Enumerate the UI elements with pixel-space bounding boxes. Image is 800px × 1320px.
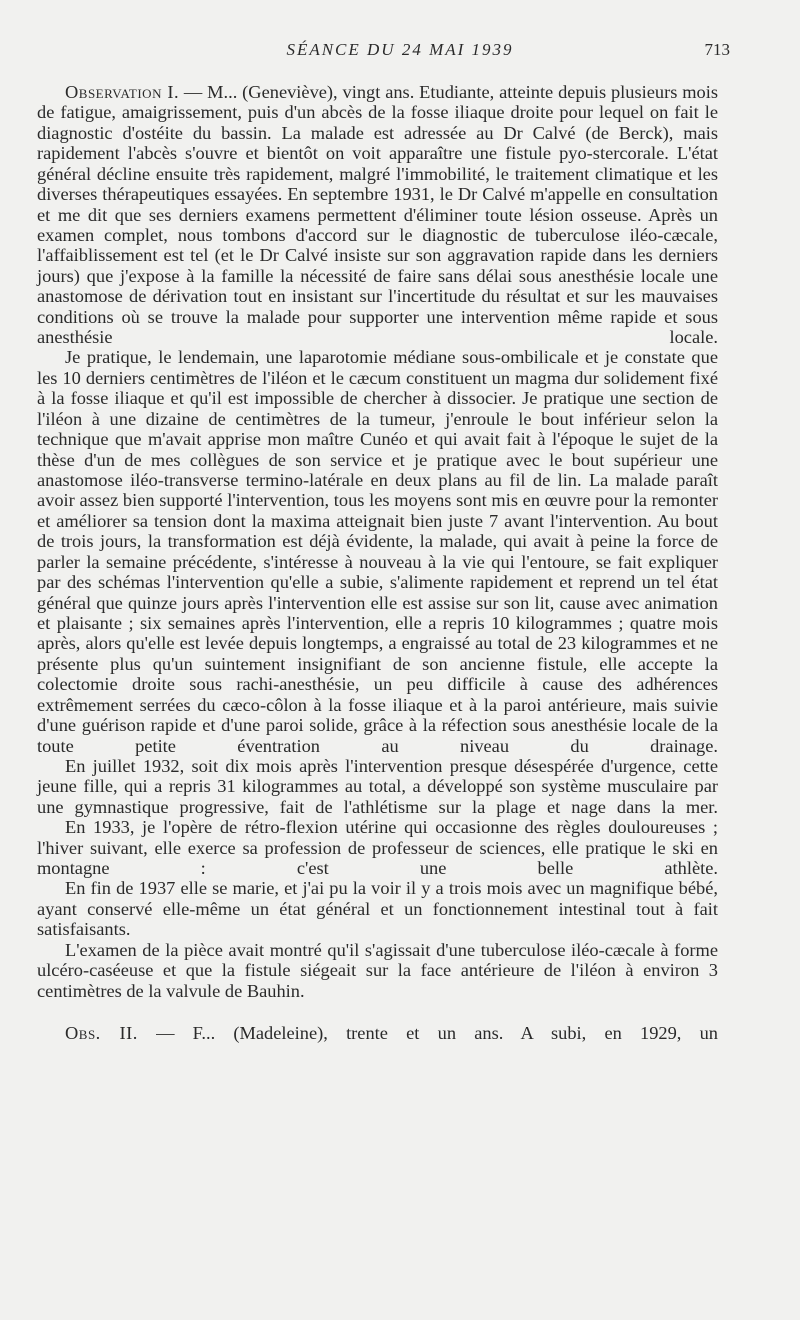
running-head: [0, 40, 800, 64]
observation-1-text-1: — M... (Geneviève), vingt ans. Etudiante, atteinte depuis plusieurs mois de fatigue, amaigrissement, puis d'un abcès de la fosse iliaque droite pour lequel on fait le diagnostic d'ostéite du bassin. La malade est adressée au Dr Calvé (de Berck), mais rapidement l'abcès s'ouvre et bientôt on voit apparaître une fistule pyo-stercorale. L'état général décline ensuite très rapidement, malgré l'immobilité, le traitement climatique et les diverses thérapeutiques essayées. En septembre 1931, le Dr Calvé m'appelle en consultation et me dit que ses derniers examens permettent d'éliminer toute lésion osseuse. Après un examen complet, nous tombons d'accord sur le diagnostic de tuberculose iléo-cæcale, l'affaiblissement est tel (et le Dr Calvé insiste sur son aggravation rapide dans les derniers jours) que j'expose à la famille la nécessité de faire sans délai sous anesthésie locale une anastomose de dérivation tout en insistant sur l'incertitude du résultat et sur les mauvaises conditions où se trouve la malade pour supporter une intervention même rapide et sous anesthésie locale.: [37, 82, 718, 348]
observation-1-paragraph-3: En juillet 1932, soit dix mois après l'intervention presque désespérée d'urgence, cette jeune fille, qui a repris 31 kilogrammes au total, a développé son système musculaire par une gymnastique progressive, fait de l'athlétisme sur la plage et nage dans la mer.: [37, 755, 718, 817]
observation-1-paragraph-2: Je pratique, le lendemain, une laparotomie médiane sous-ombilicale et je constate que les 10 derniers centimètres de l'iléon et le cæcum constituent un magma dur solidement fixé à la fosse iliaque et qu'il est impossible de chercher à dissocier. Je pratique une section de l'iléon à une dizaine de centimètres de la tumeur, j'enroule le bout inférieur selon la technique que m'avait apprise mon maître Cunéo et qui avait fait à l'époque le sujet de la thèse d'un de mes collègues de son service et je pratique avec le bout supérieur une anastomose iléo-transverse termino-latérale en deux plans au fil de lin. La malade paraît avoir assez bien supporté l'intervention, tous les moyens sont mis en œuvre pour la remonter et améliorer sa tension dont la maxima atteignait bien juste 7 avant l'intervention. Au bout de trois jours, la transformation est déjà évidente, la malade, qui avait à peine la force de parler la semaine précédente, s'intéresse à nouveau à la vie qui l'entoure, se fait expliquer par des schémas l'intervention qu'elle a subie, s'alimente rapidement et reprend un tel état général que quinze jours après l'intervention elle est assise sur son lit, cause avec animation et plaisante ; six semaines après l'intervention, elle a repris 10 kilogrammes ; quatre mois après, alors qu'elle est levée depuis longtemps, a engraissé au total de 23 kilogrammes et ne présente plus qu'un suintement insignifiant de son ancienne fistule, elle accepte la colectomie droite sous rachi-anesthésie, un peu difficile à cause des adhérences extrêmement serrées du cæco-côlon à la fosse iliaque et à la paroi antérieure, mais suivie d'une guérison rapide et d'une paroi solide, grâce à la réfection sous anesthésie locale de la toute petite éventration au niveau du drainage.: [37, 347, 718, 756]
page-number: 713: [704, 40, 730, 59]
observation-1-paragraph-1: [37, 82, 718, 347]
observation-2-text-1: — F... (Madeleine), trente et un ans. A subi, en 1929, un: [156, 1022, 718, 1043]
observation-1-paragraph-5: En fin de 1937 elle se marie, et j'ai pu la voir il y a trois mois avec un magnifique bébé, ayant conservé elle-même un état général et un fonctionnement intestinal tout à fait satisfaisants.: [37, 878, 718, 940]
running-title: SÉANCE DU 24 MAI 1939: [286, 40, 514, 59]
body-text: [37, 82, 718, 1043]
observation-2-label: Obs. II.: [65, 1022, 138, 1043]
observation-2-paragraph-1: [37, 1023, 718, 1043]
observation-1-label: Observation I.: [65, 82, 180, 102]
observation-1-paragraph-6: L'examen de la pièce avait montré qu'il s'agissait d'une tuberculose iléo-cæcale à forme ulcéro-caséeuse et que la fistule siégeait sur la face antérieure de l'iléon à environ 3 centimètres de la valvule de Bauhin.: [37, 939, 718, 1001]
observation-1-paragraph-4: En 1933, je l'opère de rétro-flexion utérine qui occasionne des règles douloureuses ; l'hiver suivant, elle exerce sa profession de professeur de sciences, elle pratique le ski en montagne : c'est une belle athlète.: [37, 817, 718, 879]
